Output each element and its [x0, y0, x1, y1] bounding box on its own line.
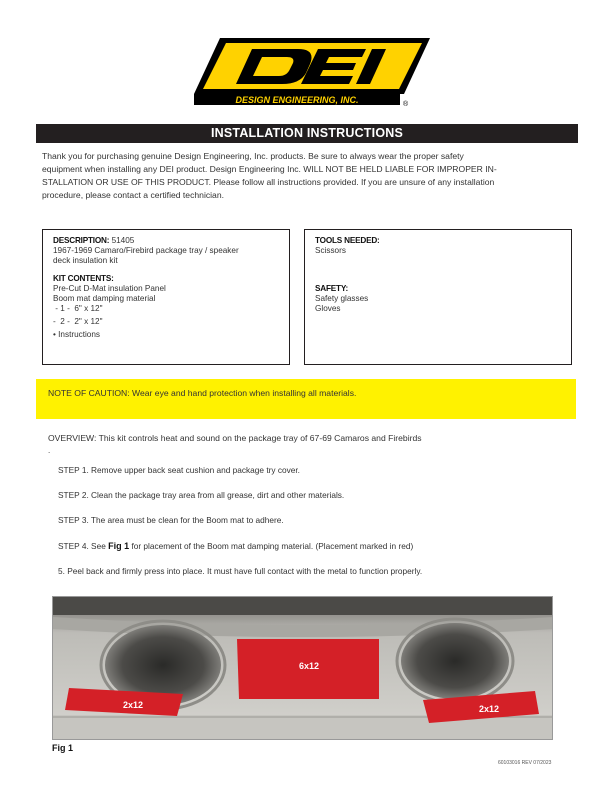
svg-text:®: ® [403, 101, 409, 108]
safety-item: Safety glasses [315, 294, 369, 303]
overview-text: OVERVIEW: This kit controls heat and sound on the package tray of 67-69 Camaros and Firebirds [48, 433, 422, 443]
dei-logo [190, 36, 430, 108]
kit-item: Boom mat damping material [53, 294, 156, 303]
description-line: 1967-1969 Camaro/Firebird package tray / speaker [53, 246, 239, 255]
step-3: STEP 3. The area must be clean for the Boom mat to adhere. [58, 515, 284, 525]
logo-company-text: DESIGN ENGINEERING, INC. [235, 95, 359, 105]
page-title: INSTALLATION INSTRUCTIONS [36, 124, 578, 143]
part-number: 51405 [111, 236, 135, 245]
description-row [53, 236, 279, 246]
document-code: 60103016 REV 07/2023 [498, 760, 552, 766]
marker-label-2x12-left: 2x12 [122, 700, 144, 710]
step-4 [58, 541, 578, 552]
step-1: STEP 1. Remove upper back seat cushion and package try cover. [58, 465, 300, 475]
marker-label-2x12-right: 2x12 [478, 704, 500, 714]
intro-line: procedure, please contact a certified technician. [42, 190, 225, 200]
intro-paragraph [42, 150, 574, 202]
step-4-prefix: STEP 4. See [58, 541, 109, 551]
overview-dot: . [48, 446, 51, 455]
package-tray-image [53, 597, 553, 740]
step-4-suffix: for placement of the Boom mat damping material. (Placement marked in red) [129, 541, 414, 551]
fig-1-reference: Fig 1 [108, 541, 130, 551]
step-5: 5. Peel back and firmly press into place. It must have full contact with the metal to function properly. [58, 566, 423, 576]
intro-line: Thank you for purchasing genuine Design Engineering, Inc. products. Be sure to always wear the proper safety [42, 151, 464, 161]
kit-item: • Instructions [53, 330, 101, 339]
intro-line: equipment when installing any DEI product. Design Engineering Inc. WILL NOT BE HELD LIABLE FOR IMPROPER IN- [42, 164, 497, 174]
step-2: STEP 2. Clean the package tray area from all grease, dirt and other materials. [58, 490, 345, 500]
description-line: deck insulation kit [53, 256, 118, 265]
kit-item: Pre-Cut D-Mat insulation Panel [53, 284, 166, 293]
description-heading: DESCRIPTION: [53, 236, 110, 245]
dei-logo-graphic [190, 36, 430, 108]
safety-heading: SAFETY: [315, 284, 349, 293]
tools-heading: TOOLS NEEDED: [315, 236, 380, 245]
tool-item: Scissors [315, 246, 346, 255]
caution-text: NOTE OF CAUTION: Wear eye and hand protection when installing all materials. [48, 388, 357, 398]
package-tray-photo [52, 596, 553, 740]
tools-safety-box [304, 229, 572, 365]
marker-label-6x12: 6x12 [298, 661, 320, 671]
kit-item: - 1 - 6" x 12" [53, 304, 103, 313]
caution-banner [36, 379, 576, 419]
safety-item: Gloves [315, 304, 341, 313]
kit-item: - 2 - 2" x 12" [53, 317, 103, 326]
description-box [42, 229, 290, 365]
kit-contents-heading: KIT CONTENTS: [53, 274, 114, 283]
figure-caption: Fig 1 [52, 743, 74, 753]
intro-line: STALLATION OR USE OF THIS PRODUCT. Please follow all instructions provided. If you are unsure of any installation [42, 177, 495, 187]
